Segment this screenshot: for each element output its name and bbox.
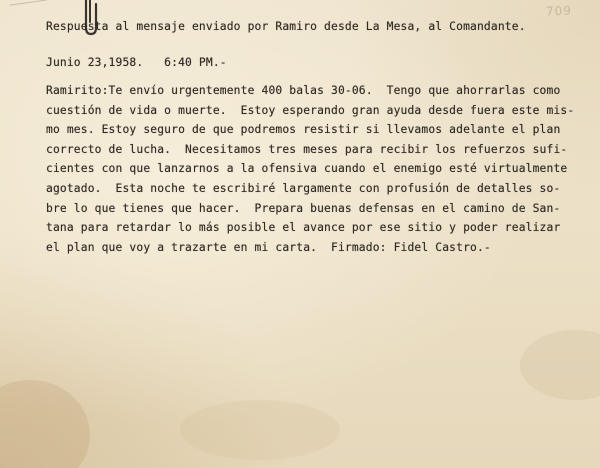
paper-stain <box>180 400 340 460</box>
body-line: el plan que voy a trazarte en mi carta. Firmado: Fidel Castro.- <box>46 240 491 254</box>
body-line: agotado. Esta noche te escribiré largamente con profusión de detalles so- <box>46 181 561 195</box>
body-line: mo mes. Estoy seguro de que podremos resistir si llevamos adelante el plan <box>46 123 561 137</box>
archive-number: 709 <box>545 3 573 19</box>
body-line: correcto de lucha. Necesitamos tres meses para recibir los refuerzos sufi- <box>46 142 568 156</box>
pencil-mark <box>9 0 48 16</box>
body-line: cientes con que lanzarnos a la ofensiva cuando el enemigo esté virtualmente <box>46 162 568 176</box>
body-line: Ramirito:Te envío urgentemente 400 balas 30-06. Tengo que ahorrarlas como <box>46 84 561 97</box>
document-date: Junio 23,1958. 6:40 PM.- <box>46 56 227 69</box>
body-line: bre lo que tienes que hacer. Prepara buenas defensas en el camino de San- <box>46 201 561 215</box>
document-header: Respuesta al mensaje enviado por Ramiro desde La Mesa, al Comandante. <box>46 20 526 33</box>
body-line: tana para retardar lo más posible el avance por ese sitio y poder realizar <box>46 221 561 235</box>
body-line: cuestión de vida o muerte. Estoy esperando gran ayuda desde fuera este mis- <box>46 103 575 117</box>
paper-stain <box>520 330 600 400</box>
message-body <box>46 81 575 257</box>
paper-stain <box>0 380 90 468</box>
